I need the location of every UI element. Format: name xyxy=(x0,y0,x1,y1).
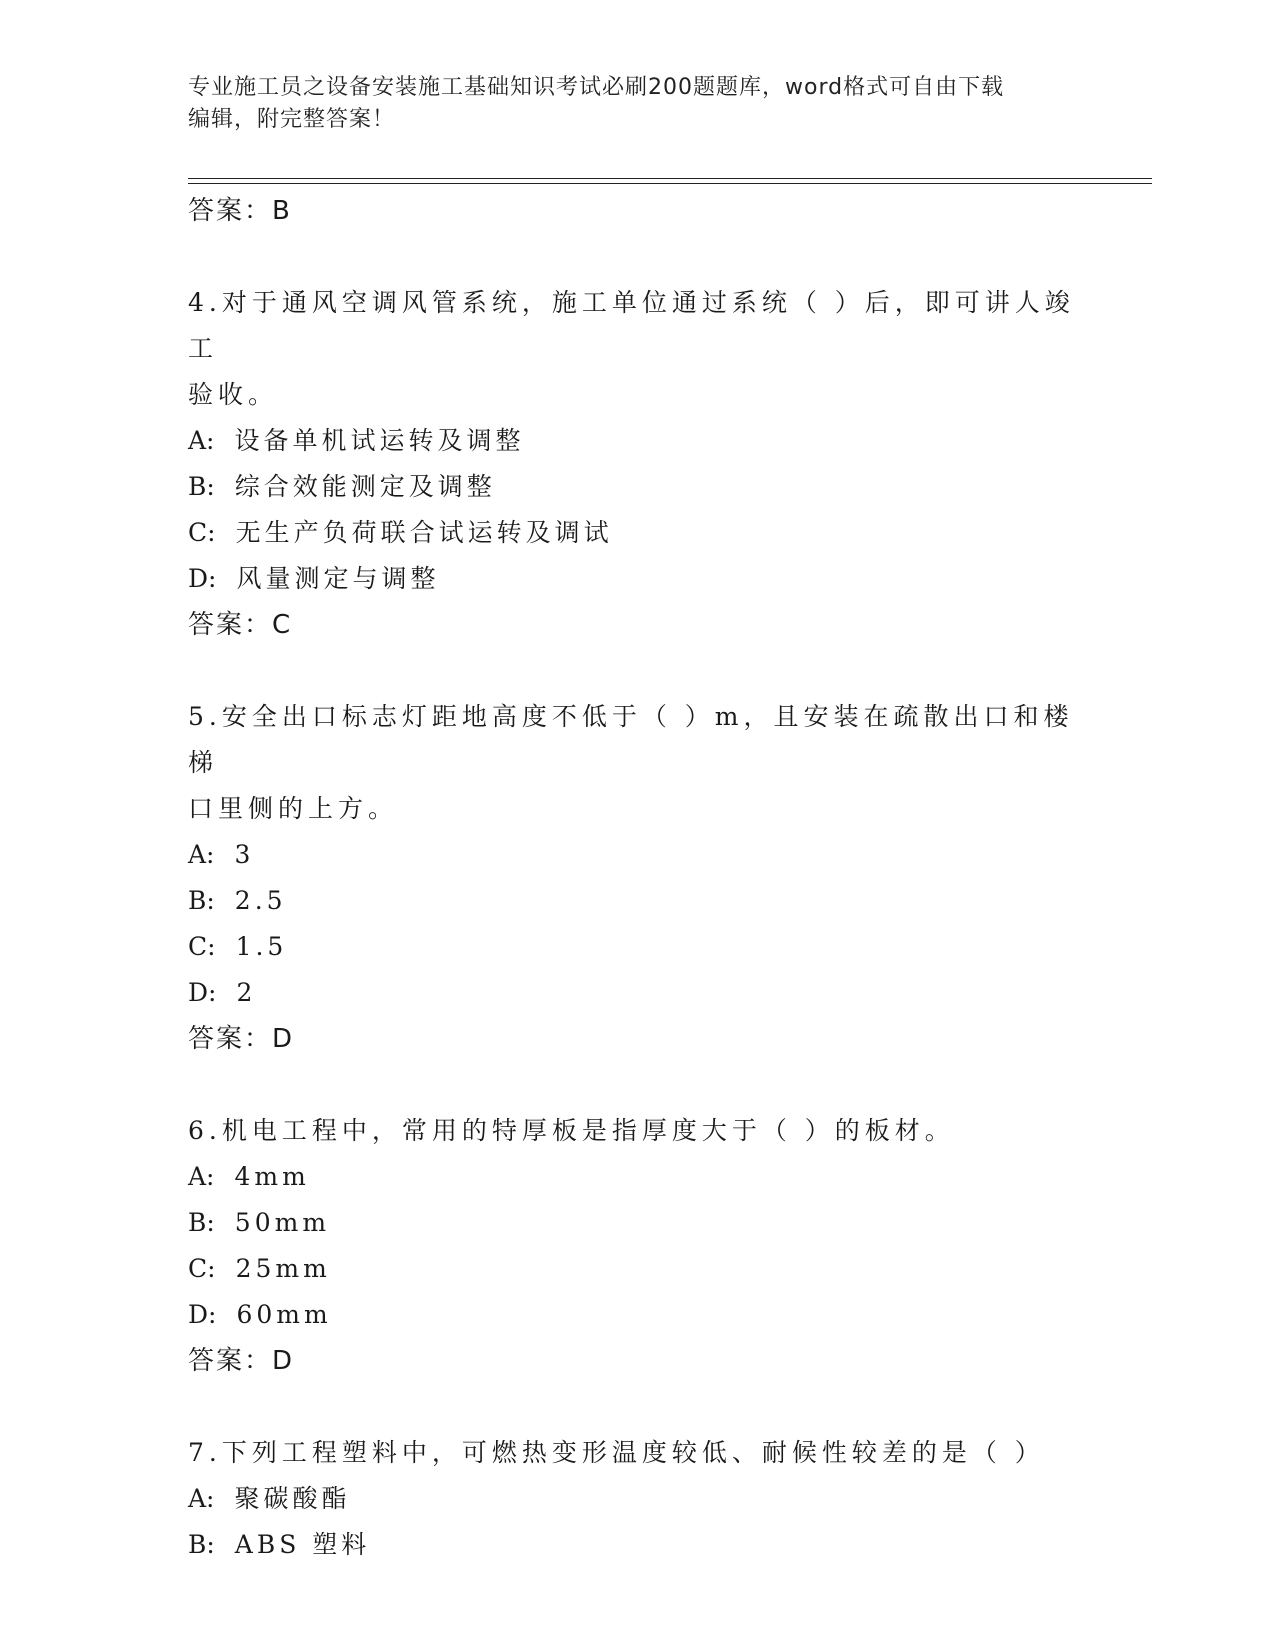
header-rule-top xyxy=(188,178,1152,179)
answer-label: 答案：D xyxy=(188,1024,295,1054)
option-text: 风量测定与调整 xyxy=(236,564,440,593)
option-b xyxy=(188,1522,1088,1568)
option-text: 2 xyxy=(236,978,257,1007)
option-text: 设备单机试运转及调整 xyxy=(234,426,525,455)
option-text: 3 xyxy=(234,840,255,869)
question-text-line: 验收。 xyxy=(188,380,279,409)
option-letter: B: xyxy=(188,1530,215,1559)
option-a xyxy=(188,1476,1088,1522)
answer-label: 答案：D xyxy=(188,1346,295,1376)
option-text: 综合效能测定及调整 xyxy=(234,472,496,501)
question-content xyxy=(188,188,1088,1614)
option-text: 无生产负荷联合试运转及调试 xyxy=(235,518,613,547)
option-letter: B: xyxy=(188,1208,215,1237)
option-letter: B: xyxy=(188,886,215,915)
option-a xyxy=(188,832,1088,878)
header-rule-bottom xyxy=(188,183,1152,184)
question-text-line: 6.机电工程中，常用的特厚板是指厚度大于（ ）的板材。 xyxy=(188,1116,955,1145)
option-text: 25mm xyxy=(235,1254,331,1283)
header-line-2: 编辑，附完整答案！ xyxy=(188,107,396,132)
option-d xyxy=(188,556,1088,602)
answer-label: 答案：C xyxy=(188,610,293,640)
option-letter: D: xyxy=(188,564,217,593)
option-c xyxy=(188,1246,1088,1292)
option-text: 聚碳酸酯 xyxy=(234,1484,351,1513)
option-text: 4mm xyxy=(234,1162,310,1191)
question-4 xyxy=(188,280,1088,648)
option-a xyxy=(188,1154,1088,1200)
question-7 xyxy=(188,1430,1088,1568)
question-text-line: 口里侧的上方。 xyxy=(188,794,399,823)
option-c xyxy=(188,510,1088,556)
option-letter: B: xyxy=(188,472,215,501)
option-b xyxy=(188,1200,1088,1246)
option-text: ABS 塑料 xyxy=(234,1530,371,1559)
option-text: 50mm xyxy=(234,1208,331,1237)
option-letter: C: xyxy=(188,518,216,547)
question-text-line: 4.对于通风空调风管系统，施工单位通过系统（ ）后，即可讲人竣工 xyxy=(188,288,1075,363)
page-header xyxy=(188,72,1088,136)
option-d xyxy=(188,970,1088,1016)
option-text: 2.5 xyxy=(234,886,287,915)
option-letter: D: xyxy=(188,1300,217,1329)
option-letter: A: xyxy=(188,1484,215,1513)
option-d xyxy=(188,1292,1088,1338)
option-letter: C: xyxy=(188,932,216,961)
question-text-line: 7.下列工程塑料中，可燃热变形温度较低、耐候性较差的是（ ） xyxy=(188,1438,1045,1467)
question-text-line: 5.安全出口标志灯距地高度不低于（ ）m，且安装在疏散出口和楼梯 xyxy=(188,702,1074,777)
option-letter: A: xyxy=(188,1162,215,1191)
option-b xyxy=(188,878,1088,924)
option-a xyxy=(188,418,1088,464)
option-letter: A: xyxy=(188,840,215,869)
option-text: 60mm xyxy=(236,1300,332,1329)
option-b xyxy=(188,464,1088,510)
header-line-1: 专业施工员之设备安装施工基础知识考试必刷200题题库，word格式可自由下载 xyxy=(188,75,1005,100)
option-letter: D: xyxy=(188,978,217,1007)
question-6 xyxy=(188,1108,1088,1384)
option-letter: C: xyxy=(188,1254,216,1283)
question-5 xyxy=(188,694,1088,1062)
option-text: 1.5 xyxy=(235,932,288,961)
option-c xyxy=(188,924,1088,970)
answer-label: 答案：B xyxy=(188,196,292,226)
option-letter: A: xyxy=(188,426,215,455)
